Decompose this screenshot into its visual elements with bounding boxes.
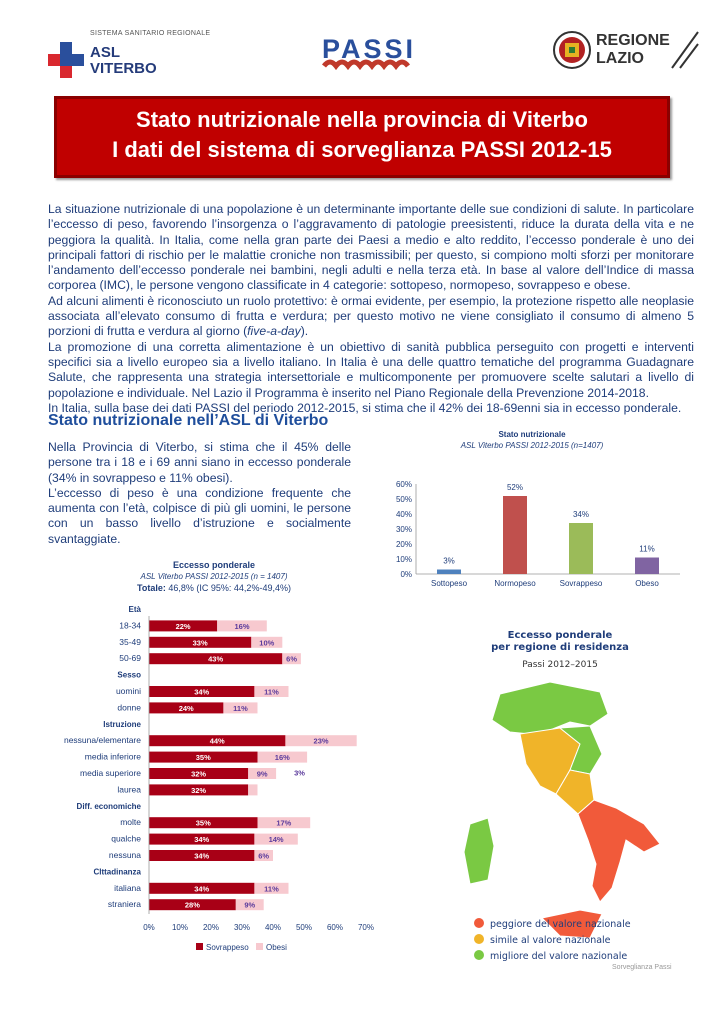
y-tick-label: 60% [395,480,412,489]
data-label: 3% [294,768,305,778]
chart-subtitle: ASL Viterbo PASSI 2012-2015 (n=1407) [460,441,604,450]
data-label: 17% [276,818,292,828]
x-tick-label: 20% [202,923,220,932]
asl-city: VITERBO [90,60,157,77]
group-label: CIttadinanza [93,867,141,877]
intro-paragraph: La promozione di una corretta alimentazione è un obiettivo di sanità pubblica perseguito con progetti e interventi specifici sia a livello europeo sia a livello italiano. In Italia è una delle quattro tematiche del programma Guadagnare Salute, che rappresenta una strategia intersettoriale e multicomponente per promuovere scelte salutari a livello di popolazione e individuale. Nel Lazio il Programma è inserito nel Piano Regionale della Prevenzione 2014-2018. [48,339,694,400]
section-paragraph: Nella Provincia di Viterbo, si stima che il 45% delle persone tra i 18 e i 69 anni siano in eccesso ponderale (34% in sovrappeso e 11% obesi). [48,440,351,485]
page-subtitle: I dati del sistema di sorveglianza PASSI 2012-15 [112,137,612,162]
map-legend-item: simile al valore nazionale [474,934,694,946]
data-label: 9% [256,769,268,779]
legend-swatch [256,943,263,950]
data-label: 52% [506,483,524,492]
data-label: 34% [194,687,210,697]
bar-obesi [248,784,257,795]
data-label: 6% [258,851,270,861]
legend-dot-icon [474,950,484,960]
data-label: 16% [234,621,250,631]
data-label: 10% [259,638,275,648]
data-label: 11% [264,687,279,697]
chart-total: Totale: 46,8% (IC 95%: 44,2%-49,4%) [137,583,291,593]
section-text [48,440,351,547]
data-label: 28% [184,900,200,910]
x-tick-label: Obeso [635,579,659,588]
bar [503,496,527,574]
data-label: 34% [572,510,590,519]
region-sardinia [464,818,494,884]
map-legend-item: peggiore del valore nazionale [474,918,694,930]
y-tick-label: 40% [395,510,412,519]
row-label: 35-49 [119,636,141,647]
legend-dot-icon [474,918,484,928]
row-label: nessuna [108,850,141,860]
row-label: qualche [111,833,141,844]
x-tick-label: 30% [233,923,251,932]
nutrition-status-plot [372,430,692,600]
group-label: Istruzione [103,719,141,729]
chart-title: Stato nutrizionale [498,430,566,439]
data-label: 3% [443,556,455,566]
bar [635,558,659,575]
data-label: 6% [286,654,298,664]
intro-text [48,202,694,416]
chart-title: Eccesso ponderale [172,560,256,570]
footer-note: Sorveglianza Passi [612,964,672,971]
map-title: Eccesso ponderale [507,630,613,641]
intro-paragraph: Ad alcuni alimenti è riconosciuto un ruolo protettivo: è ormai evidente, per esempio, la protezione rispetto alle neoplasie associata all’elevato consumo di frutta e verdura; per questo motivo ne viene consigliato il consumo di almeno 5 porzioni di frutta e verdura al giorno (five-a-day). [48,293,694,339]
region-south [578,800,660,902]
legend-swatch [196,943,203,950]
region-label-1: REGIONE [596,32,670,49]
row-label: nessuna/elementare [63,735,141,746]
lazio-decor-icon [670,30,700,70]
data-label: 32% [191,785,207,795]
x-tick-label: Normopeso [494,579,536,588]
group-label: Età [128,605,141,614]
map-legend-item: migliore del valore nazionale [474,950,694,962]
intro-paragraph: La situazione nutrizionale di una popolazione è un determinante importante delle sue condizioni di salute. In particolare l’eccesso di peso, favorendo l’insorgenza o l’aggravamento di patologie preesistenti, riduce la durata della vita e ne peggiora la qualità. In Italia, come nella gran parte dei Paesi a medio e alto reddito, l’eccesso ponderale è uno dei principali fattori di rischio per le malattie croniche non trasmissibili; per questo, si compiono molti sforzi per monitorare l’andamento dell’eccesso ponderale nei bambini, negli adulti e nella terza età. In base al valore dell’Indice di massa corporea (IMC), le persone vengono classificate in 4 categorie: sottopeso, normopeso, sovrappeso e obese. [48,202,694,293]
data-label: 11% [264,884,279,894]
data-label: 11% [233,703,248,713]
intro-paragraph: In Italia, sulla base dei dati PASSI del periodo 2012-2015, si stima che il 42% dei 18-69enni sia in eccesso ponderale. [48,400,682,415]
legend-dot-icon [474,934,484,944]
page-header [0,0,724,90]
row-label: donne [117,702,141,713]
row-label: media superiore [80,768,141,778]
x-tick-label: 0% [143,923,155,932]
x-tick-label: 60% [326,923,344,932]
y-tick-label: 0% [400,570,412,579]
page-title: Stato nutrizionale nella provincia di Viterbo [136,107,588,132]
passi-logo [318,30,428,76]
asl-subtitle: SISTEMA SANITARIO REGIONALE [90,30,211,37]
bar [437,570,461,575]
row-label: molte [120,817,141,828]
data-label: 9% [244,900,256,910]
row-label: laurea [117,784,141,795]
data-label: 23% [313,736,329,746]
data-label: 32% [191,769,207,779]
title-banner [54,96,670,178]
x-tick-label: Sottopeso [430,579,468,588]
asl-cross-icon [48,42,84,78]
data-label: 11% [639,544,655,554]
section-paragraph: L’eccesso di peso è una condizione frequente che aumenta con l’età, colpisce di più gli uomini, le persone con un basso livello d’istruzione e socialmente svantaggiate. [48,485,351,546]
data-label: 33% [192,638,208,648]
map-title-2: per regione di residenza [491,642,629,653]
data-label: 24% [178,703,194,713]
data-label: 14% [268,835,284,845]
y-tick-label: 20% [395,540,412,549]
row-label: media inferiore [84,751,141,762]
map-subtitle: Passi 2012–2015 [522,660,598,670]
nutrition-status-chart [372,430,692,600]
chart-subtitle: ASL Viterbo PASSI 2012-2015 (n = 1407) [140,572,288,581]
x-tick-label: 50% [295,923,313,932]
row-label: italiana [114,882,141,893]
bar [569,523,593,574]
data-label: 16% [274,753,290,763]
excess-weight-chart [44,560,384,970]
x-tick-label: 40% [264,923,282,932]
data-label: 44% [209,736,225,746]
group-label: Diff. economiche [76,801,141,811]
row-label: straniera [107,899,141,910]
asl-name: ASL [90,44,120,61]
passi-logo-text: PASSI [322,34,417,64]
data-label: 34% [194,851,210,861]
row-label: 18-34 [119,620,141,631]
data-label: 34% [194,835,210,845]
data-label: 35% [195,753,211,763]
section-heading: Stato nutrizionale nell’ASL di Viterbo [48,412,329,429]
lazio-crest-icon [552,30,592,70]
data-label: 34% [194,884,210,894]
x-tick-label: 10% [171,923,189,932]
row-label: uomini [115,686,141,696]
group-label: Sesso [117,670,141,680]
legend-label: Obesi [266,943,287,952]
data-label: 35% [195,818,211,828]
region-label-2: LAZIO [596,50,644,67]
y-tick-label: 30% [395,525,412,534]
excess-weight-plot [44,560,384,970]
italy-map [430,624,690,964]
data-label: 22% [175,621,191,631]
data-label: 43% [208,654,224,664]
x-tick-label: 70% [357,923,375,932]
x-tick-label: Sovrappeso [559,579,603,588]
row-label: 50-69 [119,653,141,664]
y-tick-label: 50% [395,495,412,504]
y-tick-label: 10% [395,555,412,564]
legend-label: Sovrappeso [206,943,249,952]
